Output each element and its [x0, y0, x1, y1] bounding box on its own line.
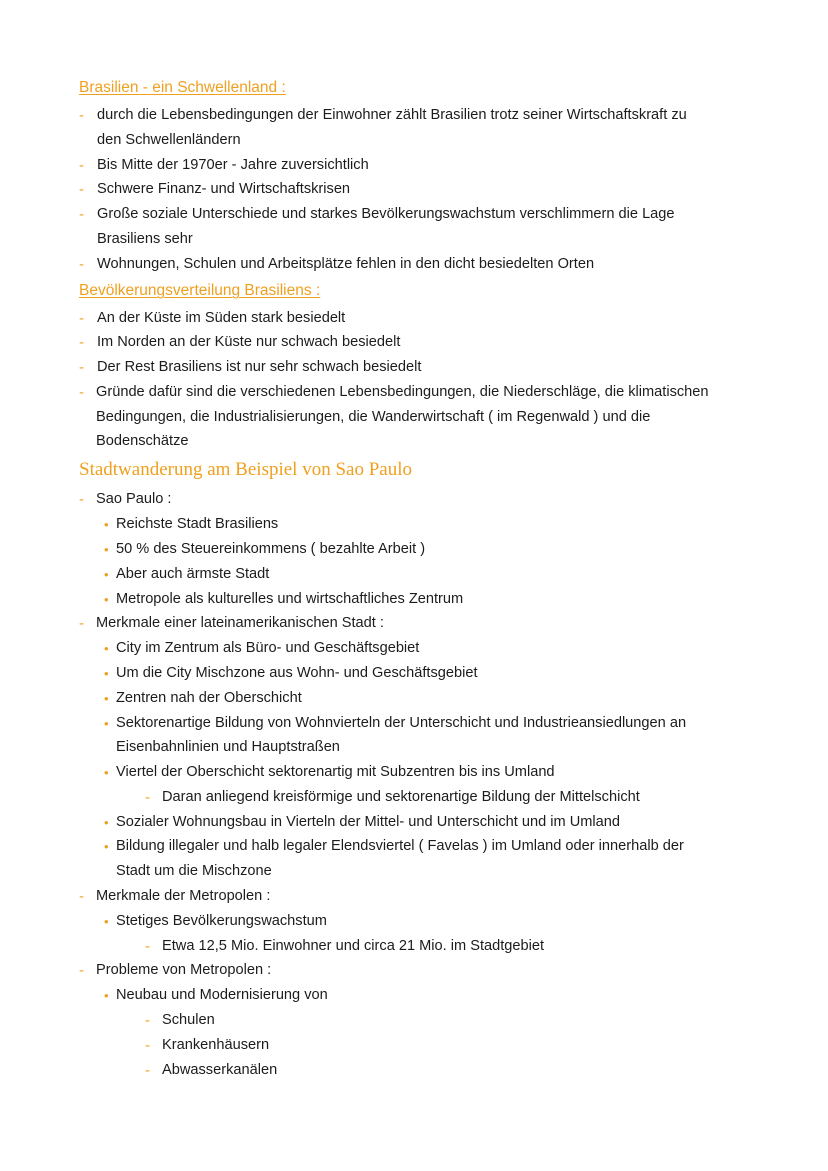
- sub-list-item: Bildung illegaler und halb legaler Elendsviertel ( Favelas ) im Umland oder innerhalb der: [116, 838, 684, 854]
- list-bullet: •: [104, 988, 109, 1003]
- sub-list-item: Aber auch ärmste Stadt: [116, 566, 270, 582]
- sub-list-item: Reichste Stadt Brasiliens: [116, 516, 279, 532]
- list-dash: -: [145, 789, 150, 806]
- list-dash: -: [79, 107, 84, 124]
- heading-schwellenland: Brasilien - ein Schwellenland :: [79, 79, 286, 96]
- list-bullet: •: [104, 839, 109, 854]
- list-item: Merkmale der Metropolen :: [96, 888, 271, 904]
- list-bullet: •: [104, 517, 109, 532]
- list-item: durch die Lebensbedingungen der Einwohner zählt Brasilien trotz seiner Wirtschaftskraft zu: [97, 107, 687, 123]
- list-dash: -: [79, 334, 84, 351]
- list-bullet: •: [104, 815, 109, 830]
- list-bullet: •: [104, 542, 109, 557]
- list-bullet: •: [104, 765, 109, 780]
- list-dash: -: [145, 1012, 150, 1029]
- sub-list-item: Metropole als kulturelles und wirtschaftliches Zentrum: [116, 591, 464, 607]
- list-dash: -: [79, 256, 84, 273]
- sub-list-item: City im Zentrum als Büro- und Geschäftsgebiet: [116, 640, 420, 656]
- sub-list-item: Zentren nah der Oberschicht: [116, 690, 302, 706]
- list-dash: -: [145, 1062, 150, 1079]
- list-item: Probleme von Metropolen :: [96, 962, 272, 978]
- sub-list-item: Sektorenartige Bildung von Wohnvierteln der Unterschicht und Industrieansiedlungen an: [116, 715, 687, 731]
- sub-sub-list-item: Daran anliegend kreisförmige und sektorenartige Bildung der Mittelschicht: [162, 789, 640, 805]
- list-item-continuation: den Schwellenländern: [97, 132, 241, 148]
- list-bullet: •: [104, 666, 109, 681]
- sub-list-item: Stetiges Bevölkerungswachstum: [116, 913, 327, 929]
- list-bullet: •: [104, 592, 109, 607]
- list-item: Gründe dafür sind die verschiedenen Lebensbedingungen, die Niederschläge, die klimatischen: [96, 384, 709, 400]
- list-dash: -: [79, 206, 84, 223]
- sub-sub-list-item: Etwa 12,5 Mio. Einwohner und circa 21 Mio. im Stadtgebiet: [162, 938, 545, 954]
- list-dash: -: [79, 615, 84, 632]
- list-item: Wohnungen, Schulen und Arbeitsplätze fehlen in den dicht besiedelten Orten: [97, 256, 595, 272]
- list-dash: -: [79, 888, 84, 905]
- list-bullet: •: [104, 691, 109, 706]
- sub-sub-list-item: Abwasserkanälen: [162, 1062, 278, 1078]
- list-dash: -: [79, 491, 84, 508]
- heading-bevoelkerungsverteilung: Bevölkerungsverteilung Brasiliens :: [79, 282, 321, 299]
- list-item: Im Norden an der Küste nur schwach besiedelt: [97, 334, 401, 350]
- list-item-continuation: Bodenschätze: [96, 433, 189, 449]
- list-item-continuation: Brasiliens sehr: [97, 231, 193, 247]
- list-bullet: •: [104, 641, 109, 656]
- list-dash: -: [79, 359, 84, 376]
- list-dash: -: [79, 157, 84, 174]
- list-dash: -: [79, 962, 84, 979]
- sub-list-item-continuation: Eisenbahnlinien und Hauptstraßen: [116, 739, 340, 755]
- sub-sub-list-item: Schulen: [162, 1012, 215, 1028]
- sub-list-item: Sozialer Wohnungsbau in Vierteln der Mittel- und Unterschicht und im Umland: [116, 814, 621, 830]
- sub-list-item: 50 % des Steuereinkommens ( bezahlte Arbeit ): [116, 541, 426, 557]
- sub-list-item: Neubau und Modernisierung von: [116, 987, 328, 1003]
- sub-list-item: Viertel der Oberschicht sektorenartig mit Subzentren bis ins Umland: [116, 764, 555, 780]
- list-item: Der Rest Brasiliens ist nur sehr schwach besiedelt: [97, 359, 422, 375]
- list-item-continuation: Bedingungen, die Industrialisierungen, die Wanderwirtschaft ( im Regenwald ) und die: [96, 409, 651, 425]
- list-item: Große soziale Unterschiede und starkes Bevölkerungswachstum verschlimmern die Lage: [97, 206, 675, 222]
- list-dash: -: [79, 310, 84, 327]
- list-item: Merkmale einer lateinamerikanischen Stadt :: [96, 615, 384, 631]
- list-bullet: •: [104, 914, 109, 929]
- list-item: Bis Mitte der 1970er - Jahre zuversichtlich: [97, 157, 369, 173]
- list-bullet: •: [104, 567, 109, 582]
- list-dash: -: [145, 938, 150, 955]
- list-item: Sao Paulo :: [96, 491, 172, 507]
- heading-stadtwanderung: Stadtwanderung am Beispiel von Sao Paulo: [79, 459, 412, 480]
- list-item: An der Küste im Süden stark besiedelt: [97, 310, 346, 326]
- sub-list-item-continuation: Stadt um die Mischzone: [116, 863, 272, 879]
- sub-sub-list-item: Krankenhäusern: [162, 1037, 270, 1053]
- sub-list-item: Um die City Mischzone aus Wohn- und Geschäftsgebiet: [116, 665, 478, 681]
- list-dash: -: [79, 181, 84, 198]
- list-bullet: •: [104, 716, 109, 731]
- list-dash: -: [145, 1037, 150, 1054]
- list-dash: -: [79, 384, 84, 401]
- list-item: Schwere Finanz- und Wirtschaftskrisen: [97, 181, 351, 197]
